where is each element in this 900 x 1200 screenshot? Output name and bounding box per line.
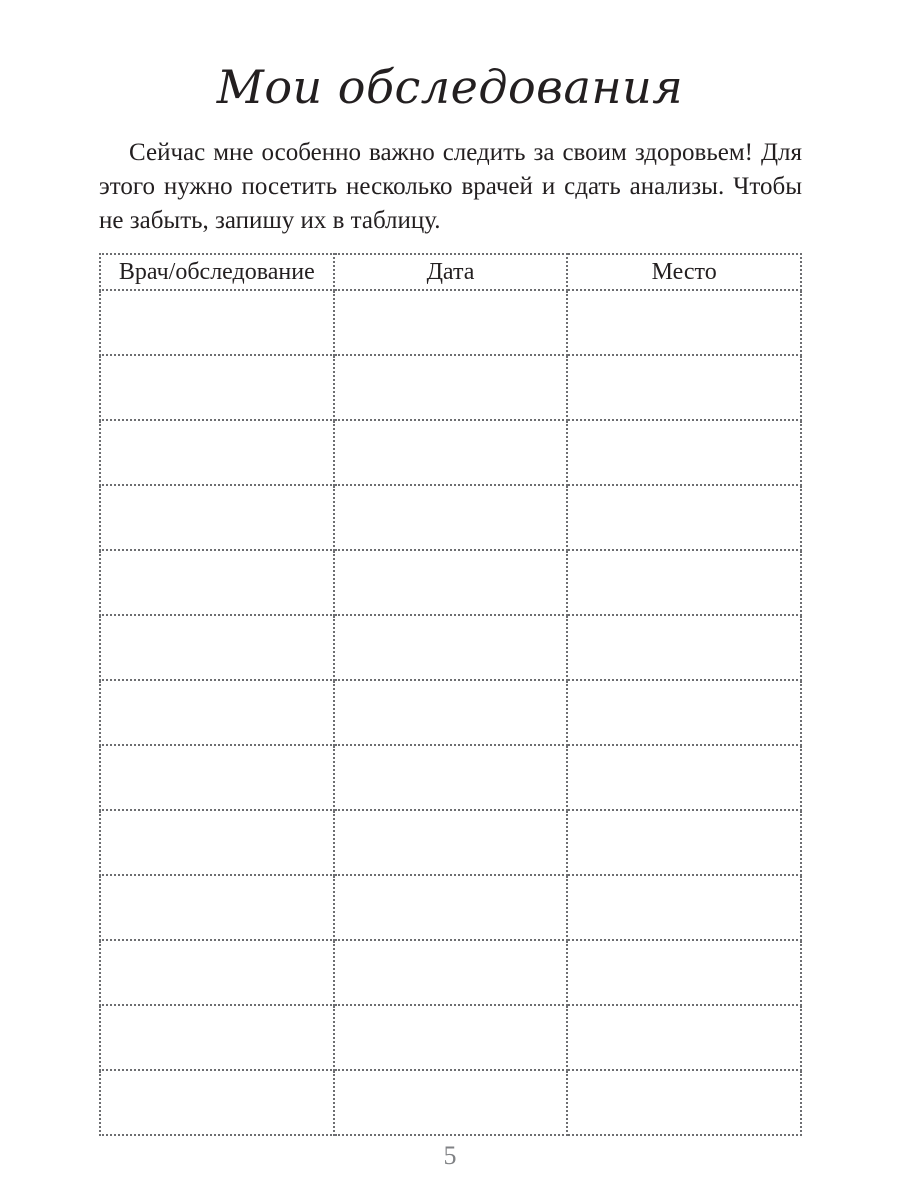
cell-date bbox=[334, 940, 568, 1005]
cell-doctor bbox=[100, 680, 334, 745]
cell-date bbox=[334, 355, 568, 420]
cell-place bbox=[567, 485, 801, 550]
table-header-row bbox=[100, 254, 801, 290]
table-row bbox=[100, 875, 801, 940]
table-row bbox=[100, 1005, 801, 1070]
table-row bbox=[100, 745, 801, 810]
examinations-table-container bbox=[99, 253, 802, 1133]
table-row bbox=[100, 810, 801, 875]
cell-doctor bbox=[100, 810, 334, 875]
table-row bbox=[100, 615, 801, 680]
cell-date bbox=[334, 875, 568, 940]
cell-place bbox=[567, 420, 801, 485]
cell-date bbox=[334, 550, 568, 615]
table-row bbox=[100, 680, 801, 745]
cell-doctor bbox=[100, 420, 334, 485]
table-row bbox=[100, 940, 801, 1005]
cell-date bbox=[334, 290, 568, 355]
column-header-date: Дата bbox=[334, 254, 568, 290]
cell-place bbox=[567, 290, 801, 355]
cell-doctor bbox=[100, 745, 334, 810]
cell-place bbox=[567, 550, 801, 615]
cell-date bbox=[334, 615, 568, 680]
cell-place bbox=[567, 680, 801, 745]
cell-date bbox=[334, 680, 568, 745]
cell-doctor bbox=[100, 940, 334, 1005]
cell-date bbox=[334, 745, 568, 810]
page-number: 5 bbox=[443, 1141, 457, 1170]
cell-place bbox=[567, 875, 801, 940]
table-body bbox=[100, 290, 801, 1135]
cell-date bbox=[334, 1005, 568, 1070]
cell-doctor bbox=[100, 550, 334, 615]
table-row bbox=[100, 550, 801, 615]
cell-place bbox=[567, 355, 801, 420]
cell-place bbox=[567, 1005, 801, 1070]
cell-date bbox=[334, 485, 568, 550]
table-row bbox=[100, 290, 801, 355]
table-row bbox=[100, 420, 801, 485]
cell-place bbox=[567, 615, 801, 680]
column-header-place: Место bbox=[567, 254, 801, 290]
cell-place bbox=[567, 940, 801, 1005]
examinations-table bbox=[99, 253, 802, 1136]
page-title: Мои обследования bbox=[216, 60, 684, 114]
cell-date bbox=[334, 420, 568, 485]
column-header-doctor: Врач/обследование bbox=[100, 254, 334, 290]
cell-date bbox=[334, 1070, 568, 1135]
table-row bbox=[100, 1070, 801, 1135]
cell-doctor bbox=[100, 290, 334, 355]
cell-doctor bbox=[100, 615, 334, 680]
cell-doctor bbox=[100, 1005, 334, 1070]
cell-place bbox=[567, 745, 801, 810]
table-row bbox=[100, 485, 801, 550]
cell-doctor bbox=[100, 1070, 334, 1135]
cell-doctor bbox=[100, 875, 334, 940]
cell-date bbox=[334, 810, 568, 875]
cell-place bbox=[567, 810, 801, 875]
cell-doctor bbox=[100, 485, 334, 550]
intro-paragraph: Сейчас мне особенно важно следить за своим здоровьем! Для этого нужно посетить несколько врачей и сдать анализы. Чтобы не забыть, запишу их в таблицу. bbox=[99, 139, 802, 234]
table-row bbox=[100, 355, 801, 420]
cell-doctor bbox=[100, 355, 334, 420]
cell-place bbox=[567, 1070, 801, 1135]
